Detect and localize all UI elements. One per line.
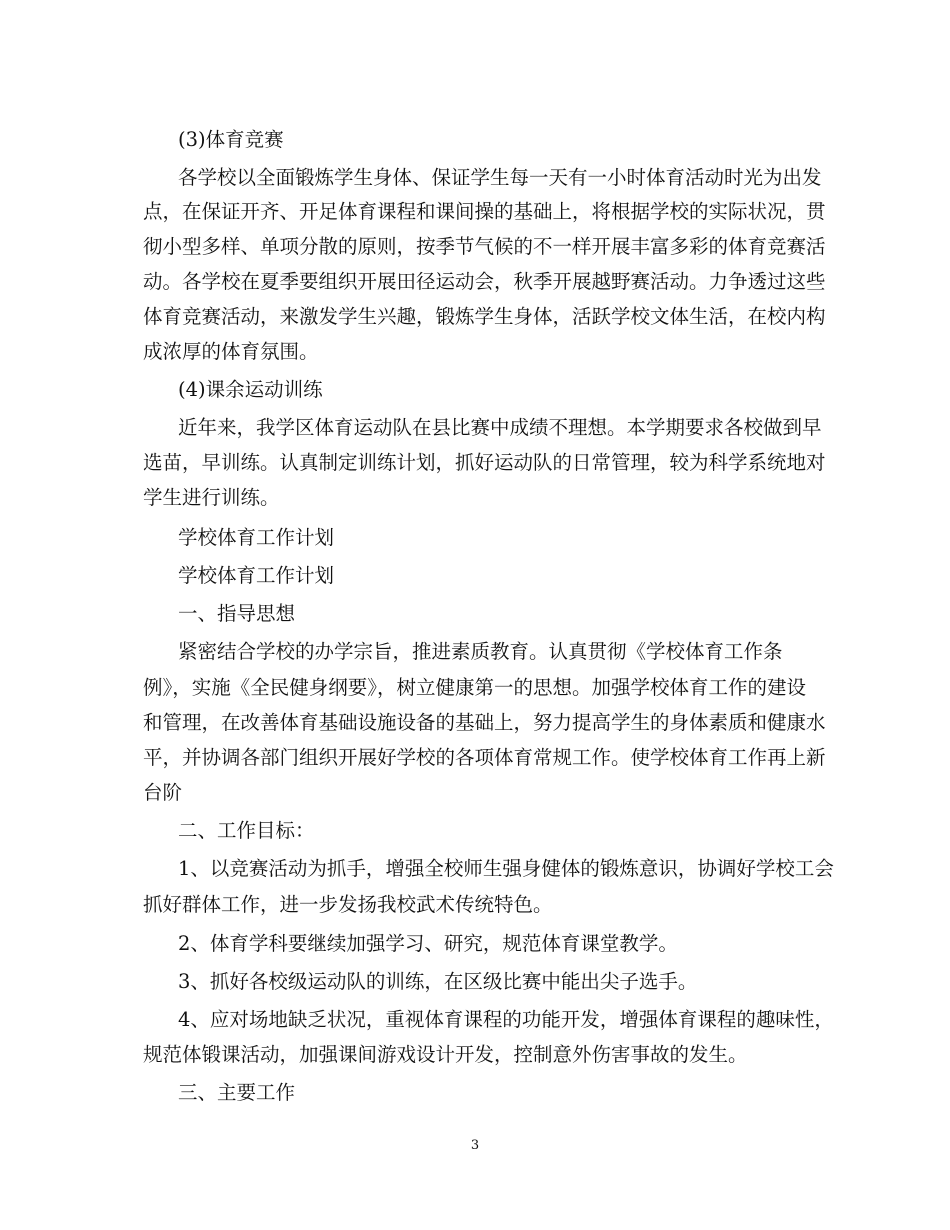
paragraph-line: 规范体锻课活动，加强课间游戏设计开发，控制意外伤害事故的发生。 <box>143 1043 748 1066</box>
plan-title: 学校体育工作计划 <box>178 526 335 549</box>
paragraph-line: 抓好群体工作，进一步发扬我校武术传统特色。 <box>143 893 553 916</box>
paragraph-line: 点，在保证开齐、开足体育课程和课间操的基础上，将根据学校的实际状况，贯 <box>143 200 826 223</box>
list-item: 3、抓好各校级运动队的训练，在区级比赛中能出尖子选手。 <box>178 970 698 993</box>
paragraph-line: 体育竞赛活动，来激发学生兴趣，锻炼学生身体，活跃学校文体生活，在校内构 <box>143 305 826 328</box>
section-heading-training: (4)课余运动训练 <box>178 378 323 401</box>
paragraph-line: 例》，实施《全民健身纲要》，树立健康第一的思想。加强学校体育工作的建设 <box>143 676 807 699</box>
list-item: 1、以竞赛活动为抓手，增强全校师生强身健体的锻炼意识，协调好学校工会 <box>178 857 834 880</box>
paragraph-line: 动。各学校在夏季要组织开展田径运动会，秋季开展越野赛活动。力争透过这些 <box>143 270 826 293</box>
section-heading-guiding-ideology: 一、指导思想 <box>178 602 296 625</box>
list-item: 2、体育学科要继续加强学习、研究，规范体育课堂教学。 <box>178 932 678 955</box>
paragraph-line: 选苗，早训练。认真制定训练计划，抓好运动队的日常管理，较为科学系统地对 <box>143 451 826 474</box>
paragraph-line: 彻小型多样、单项分散的原则，按季节气候的不一样开展丰富多彩的体育竞赛活 <box>143 235 826 258</box>
list-item: 4、应对场地缺乏状况，重视体育课程的功能开发，增强体育课程的趣味性， <box>178 1008 834 1031</box>
paragraph-line: 台阶 <box>143 781 183 804</box>
paragraph-line: 学生进行训练。 <box>143 486 280 509</box>
paragraph-line: 平，并协调各部门组织开展好学校的各项体育常规工作。使学校体育工作再上新 <box>143 746 826 769</box>
section-heading-main-work: 三、主要工作 <box>178 1081 296 1104</box>
paragraph-line: 各学校以全面锻炼学生身体、保证学生每一天有一小时体育活动时光为出发 <box>178 166 822 189</box>
paragraph-line: 成浓厚的体育氛围。 <box>143 340 319 363</box>
paragraph-line: 和管理，在改善体育基础设施设备的基础上，努力提高学生的身体素质和健康水 <box>143 711 826 734</box>
section-heading-work-goals: 二、工作目标： <box>178 819 315 842</box>
paragraph-line: 近年来，我学区体育运动队在县比赛中成绩不理想。本学期要求各校做到早 <box>178 416 822 439</box>
page-number: 3 <box>470 1138 480 1153</box>
section-heading-sports-competition: (3)体育竞赛 <box>178 128 284 151</box>
paragraph-line: 紧密结合学校的办学宗旨，推进素质教育。认真贯彻《学校体育工作条 <box>178 640 783 663</box>
plan-title: 学校体育工作计划 <box>178 564 335 587</box>
